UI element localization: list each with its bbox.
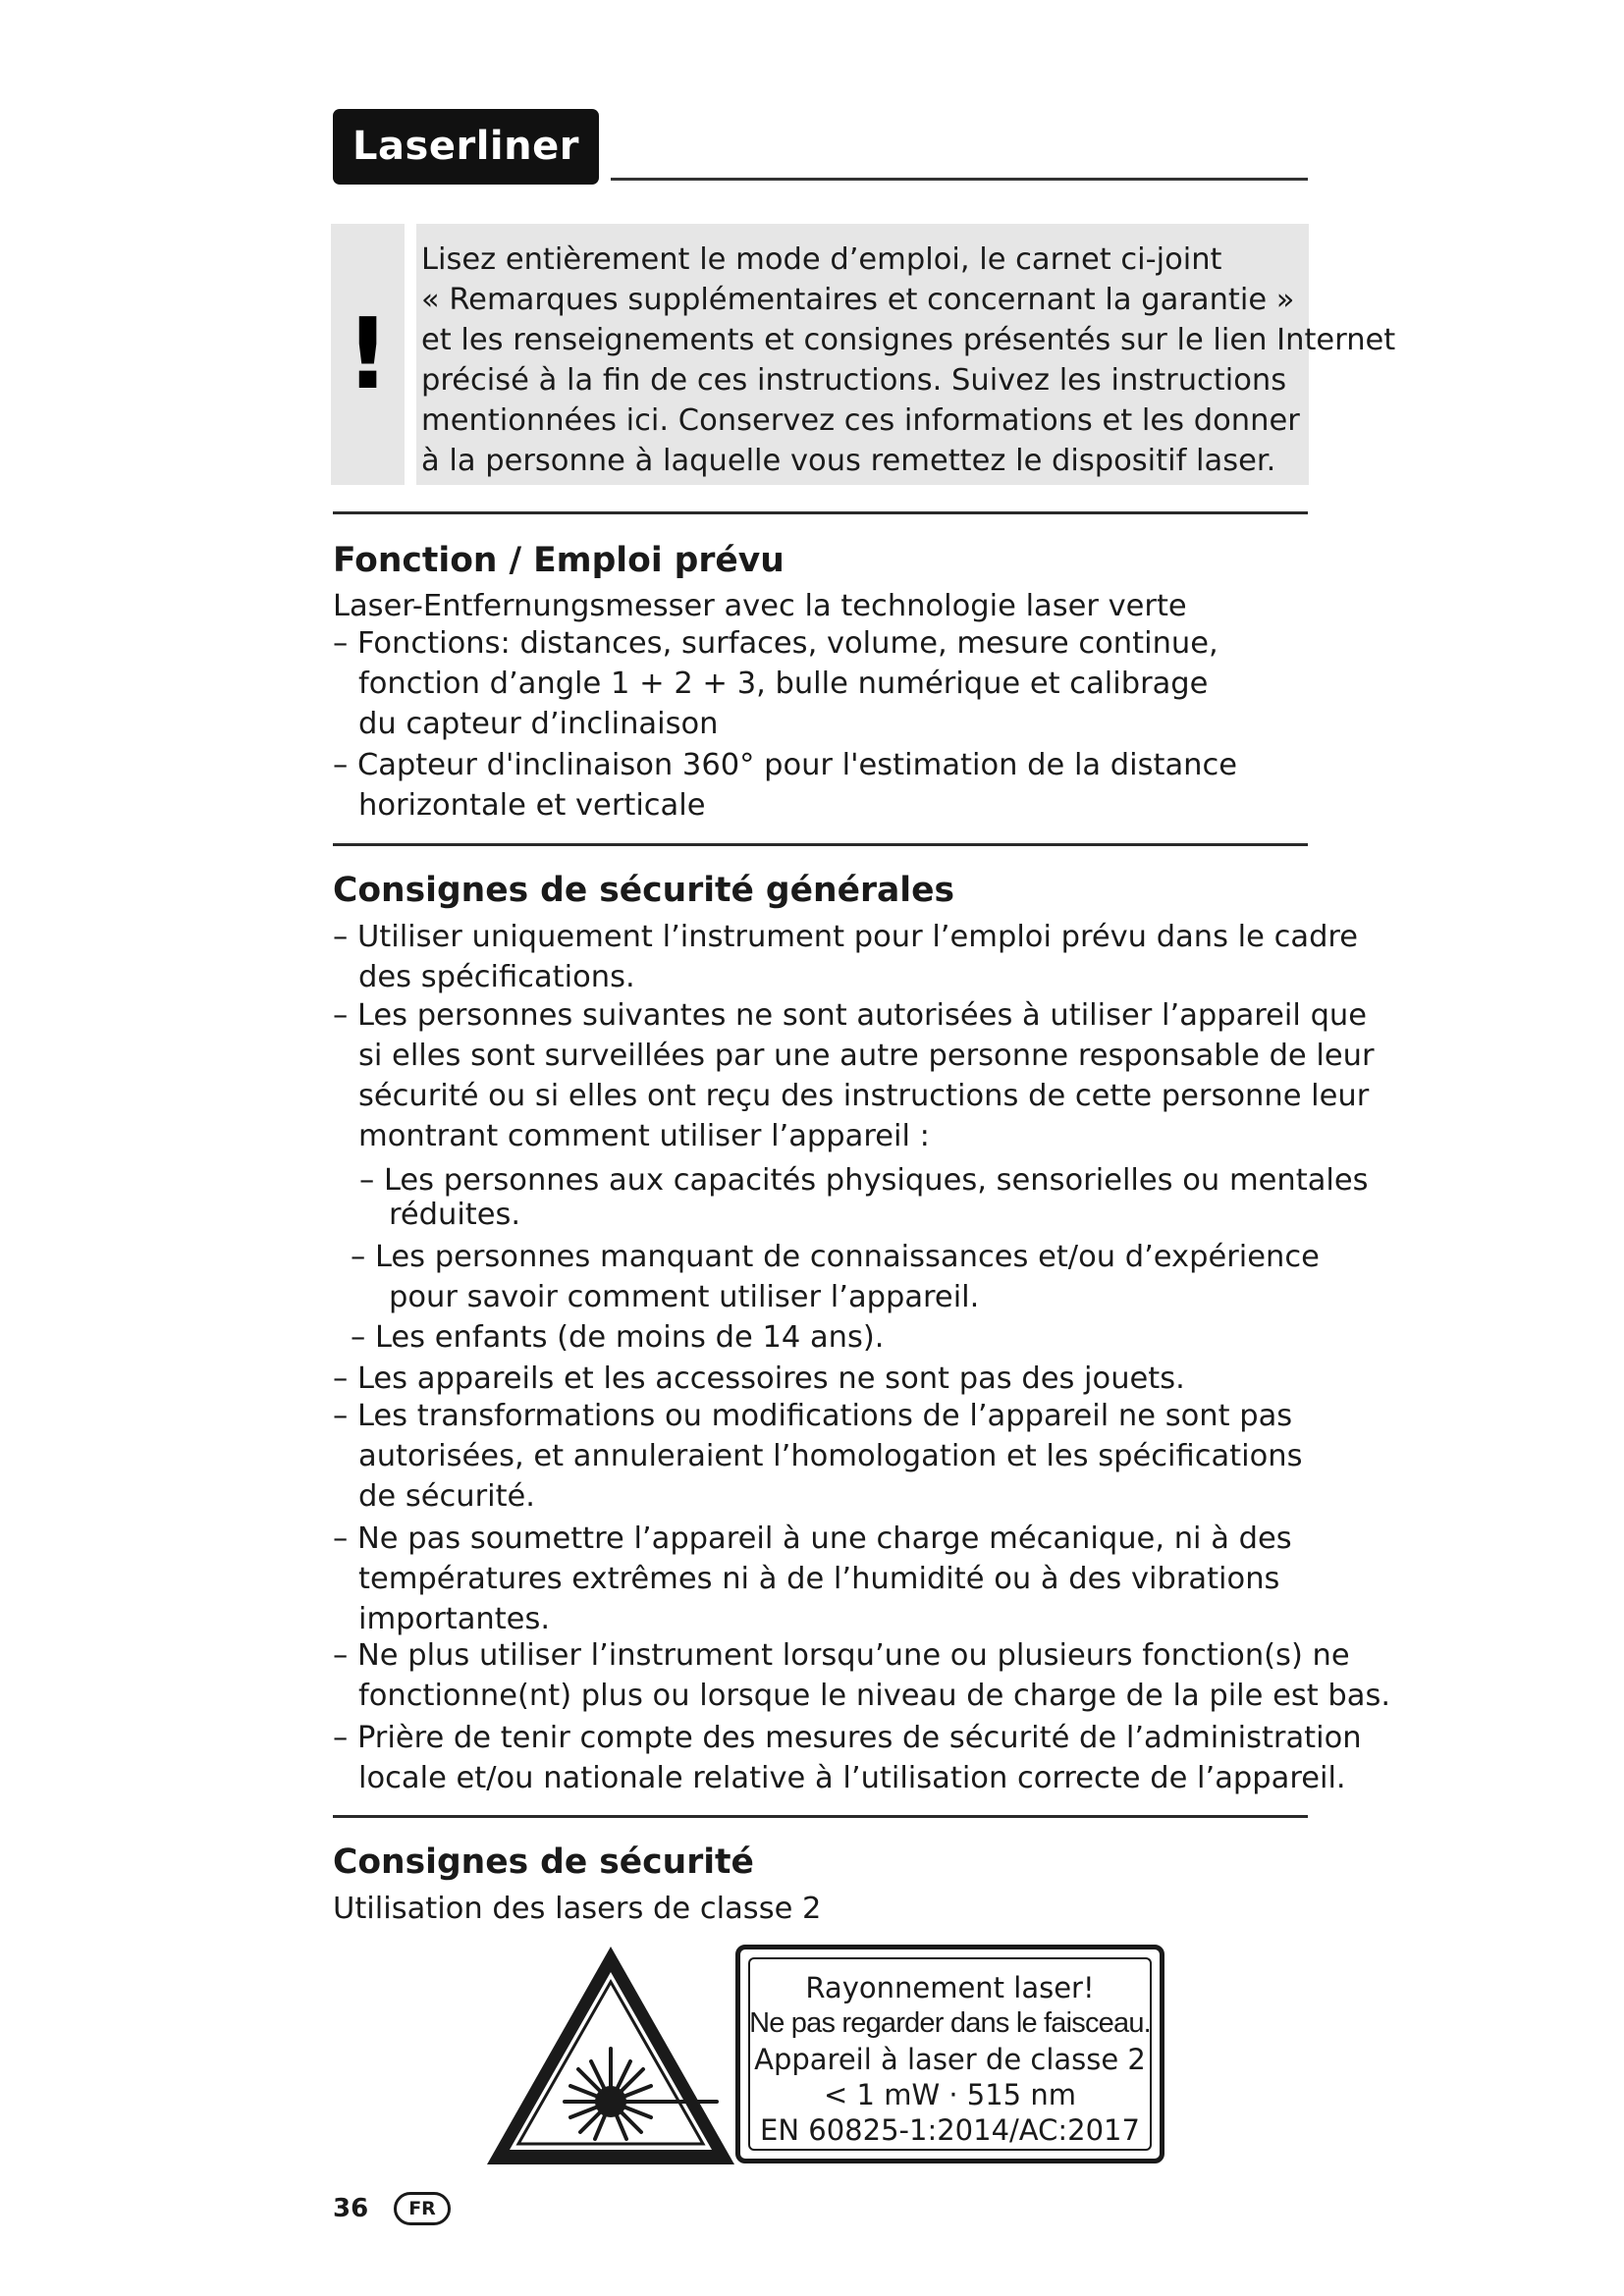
list-item-cont: fonctionne(nt) plus ou lorsque le niveau de charge de la pile est bas. [358, 1679, 1391, 1713]
label-line: Appareil à laser de classe 2 [754, 2043, 1146, 2076]
sub-list-item-cont: pour savoir comment utiliser l’appareil. [389, 1280, 980, 1314]
list-item-cont: du capteur d’inclinaison [358, 707, 719, 741]
list-item: – Les appareils et les accessoires ne sont pas des jouets. [333, 1362, 1185, 1396]
notice-line: Lisez entièrement le mode d’emploi, le carnet ci-joint [421, 242, 1222, 277]
notice-line: « Remarques supplémentaires et concernant la garantie » [421, 283, 1295, 317]
section-divider [333, 843, 1308, 846]
list-item: – Ne plus utiliser l’instrument lorsqu’une ou plusieurs fonction(s) ne [333, 1638, 1350, 1673]
notice-box [331, 224, 1396, 485]
section-divider [333, 511, 1308, 514]
exclamation-icon: ! [331, 224, 405, 485]
sub-list-item: – Les personnes aux capacités physiques, sensorielles ou mentales [359, 1163, 1369, 1198]
section-heading-laser-safety: Consignes de sécurité [333, 1842, 754, 1882]
list-item-cont: fonction d’angle 1 + 2 + 3, bulle numérique et calibrage [358, 667, 1209, 701]
function-intro: Laser-Entfernungsmesser avec la technologie laser verte [333, 589, 1187, 623]
list-item: – Capteur d'inclinaison 360° pour l'estimation de la distance [333, 748, 1238, 782]
laser-warning-icon [483, 1943, 738, 2168]
section-heading-general-safety: Consignes de sécurité générales [333, 871, 955, 910]
notice-line: mentionnées ici. Conservez ces informations et les donner [421, 403, 1300, 438]
brand-logo: Laserliner [333, 109, 599, 185]
list-item: – Fonctions: distances, surfaces, volume, mesure continue, [333, 626, 1218, 661]
list-item: – Utiliser uniquement l’instrument pour l’emploi prévu dans le cadre [333, 920, 1359, 954]
page-number: 36 [333, 2194, 369, 2223]
section-divider [333, 1815, 1308, 1818]
header-rule [611, 178, 1308, 181]
list-item-cont: sécurité ou si elles ont reçu des instructions de cette personne leur [358, 1079, 1370, 1113]
language-badge: FR [394, 2192, 451, 2225]
notice-line: et les renseignements et consignes présentés sur le lien Internet [421, 323, 1396, 357]
list-item-cont: montrant comment utiliser l’appareil : [358, 1119, 930, 1153]
notice-line: à la personne à laquelle vous remettez le dispositif laser. [421, 444, 1276, 478]
list-item: – Les transformations ou modifications de l’appareil ne sont pas [333, 1399, 1293, 1433]
list-item-cont: des spécifications. [358, 960, 635, 994]
label-line: EN 60825-1:2014/AC:2017 [760, 2113, 1140, 2147]
laser-class-label [735, 1945, 1164, 2163]
section-heading-function: Fonction / Emploi prévu [333, 541, 785, 580]
list-item: – Prière de tenir compte des mesures de sécurité de l’administration [333, 1721, 1362, 1755]
list-item-cont: si elles sont surveillées par une autre personne responsable de leur [358, 1039, 1375, 1073]
list-item-cont: températures extrêmes ni à de l’humidité ou à des vibrations [358, 1562, 1280, 1596]
sub-list-item: – Les personnes manquant de connaissances et/ou d’expérience [351, 1240, 1320, 1274]
list-item: – Ne pas soumettre l’appareil à une charge mécanique, ni à des [333, 1522, 1292, 1556]
list-item-cont: locale et/ou nationale relative à l’utilisation correcte de l’appareil. [358, 1761, 1346, 1795]
sub-list-item: – Les enfants (de moins de 14 ans). [351, 1320, 885, 1355]
list-item-cont: autorisées, et annuleraient l’homologation et les spécifications [358, 1439, 1303, 1473]
notice-text [416, 224, 1396, 485]
list-item-cont: importantes. [358, 1602, 551, 1636]
label-line: Ne pas regarder dans le faisceau. [749, 2007, 1151, 2039]
list-item-cont: de sécurité. [358, 1479, 536, 1514]
laser-safety-intro: Utilisation des lasers de classe 2 [333, 1892, 822, 1926]
label-line: < 1 mW · 515 nm [824, 2078, 1076, 2111]
list-item: – Les personnes suivantes ne sont autorisées à utiliser l’appareil que [333, 998, 1368, 1033]
notice-line: précisé à la fin de ces instructions. Suivez les instructions [421, 363, 1287, 398]
sub-list-item-cont: réduites. [389, 1198, 521, 1232]
list-item-cont: horizontale et verticale [358, 788, 706, 823]
label-line: Rayonnement laser! [805, 1971, 1095, 2004]
